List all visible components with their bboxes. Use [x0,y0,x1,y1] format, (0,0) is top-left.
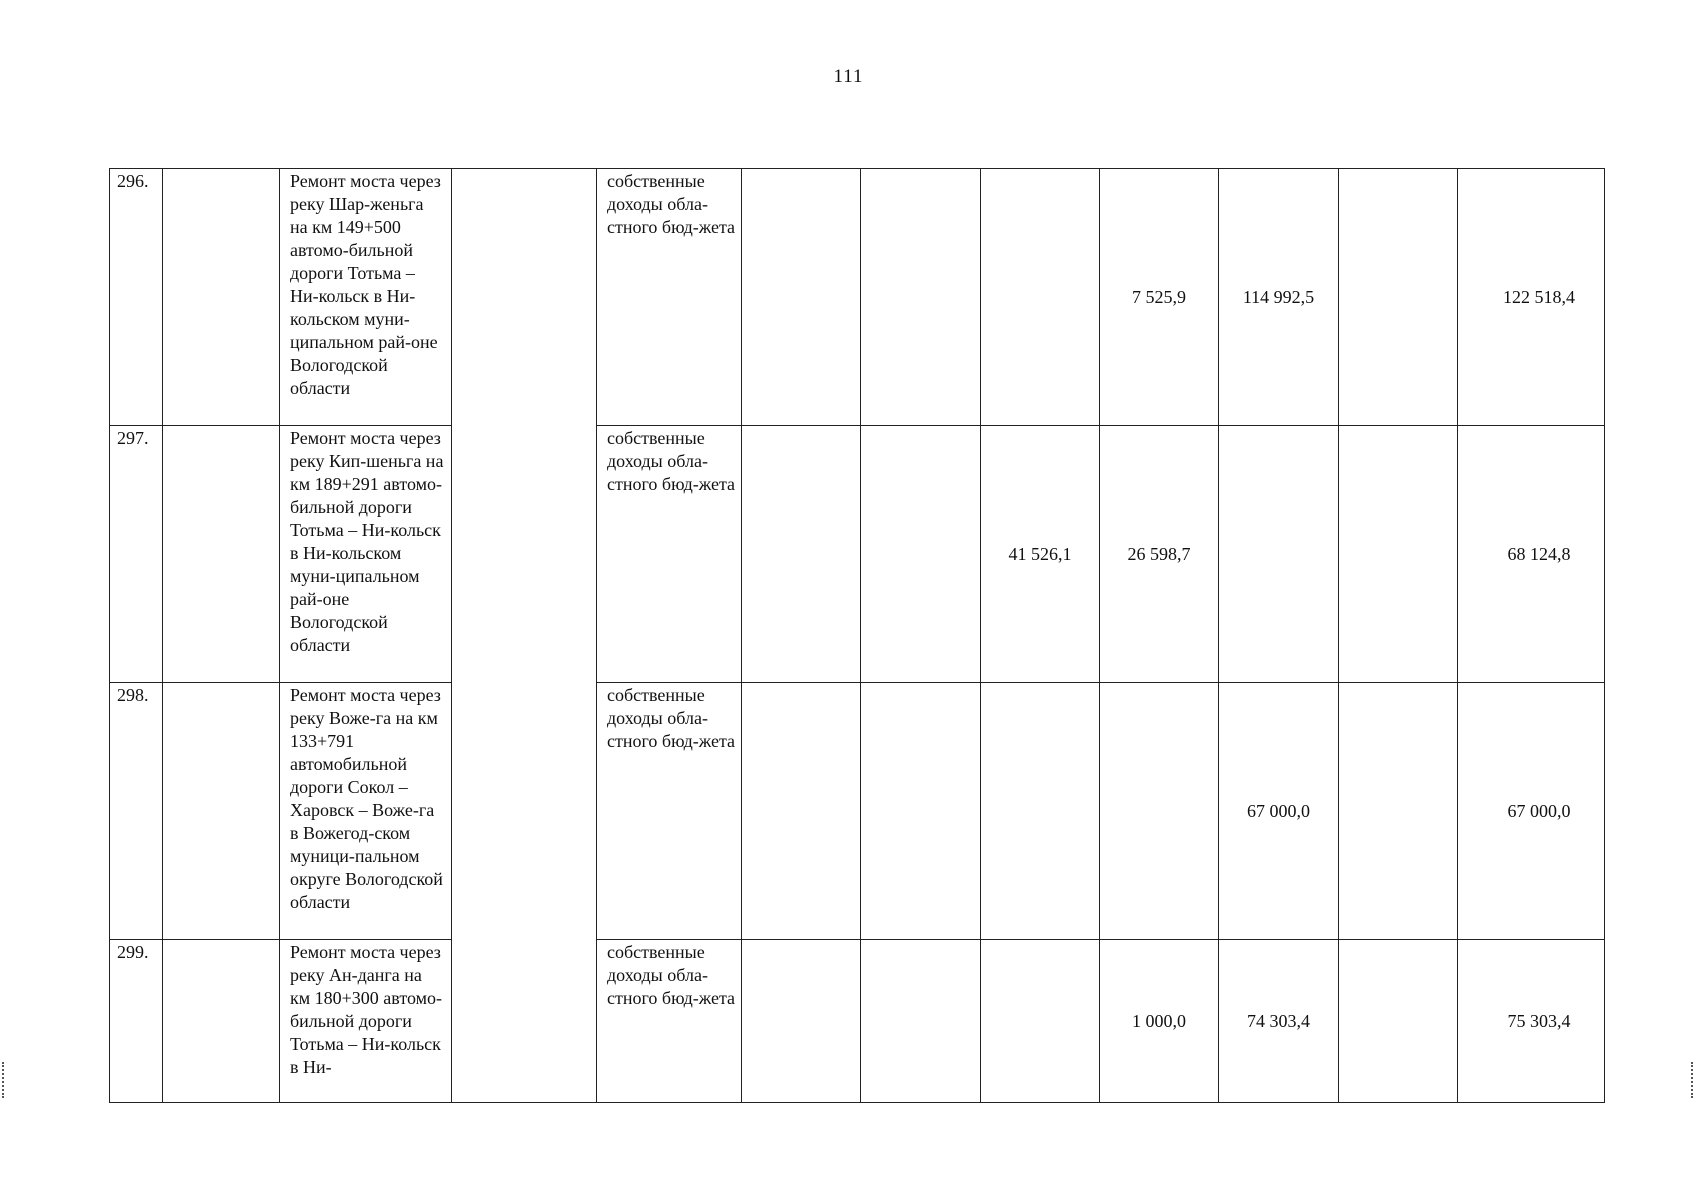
value-cell-4 [1100,683,1219,940]
funding-source-cell: собственные доходы обла-стного бюд-жета [597,940,742,1103]
total-cell: 75 303,4 [1458,940,1605,1103]
value-cell-1 [742,683,861,940]
row-number: 299. [110,940,163,1103]
row-number: 296. [110,169,163,426]
object-name-cell: Ремонт моста через реку Кип-шеньга на км 189+291 автомо-бильной дороги Тотьма – Ни-кольск в Ни-кольском муни-ципальном рай-оне Вологодской области [280,426,452,683]
value-cell-5 [1219,426,1339,683]
value-cell-5: 114 992,5 [1219,169,1339,426]
value-cell-2 [861,683,981,940]
value-cell-3 [981,940,1100,1103]
merged-empty-cell [452,169,597,1103]
value-cell-6 [1339,940,1458,1103]
funding-source-cell: собственные доходы обла-стного бюд-жета [597,169,742,426]
value-cell-2 [861,940,981,1103]
table-row [110,683,1605,940]
value-cell-4: 26 598,7 [1100,426,1219,683]
funding-source-cell: собственные доходы обла-стного бюд-жета [597,683,742,940]
total-cell: 122 518,4 [1458,169,1605,426]
empty-cell [163,426,280,683]
value-cell-4: 7 525,9 [1100,169,1219,426]
page-number: 111 [833,66,864,87]
value-cell-3: 41 526,1 [981,426,1100,683]
table-row [110,426,1605,683]
empty-cell [163,683,280,940]
value-cell-3 [981,683,1100,940]
value-cell-3 [981,169,1100,426]
row-number: 297. [110,426,163,683]
value-cell-5: 67 000,0 [1219,683,1339,940]
total-cell: 68 124,8 [1458,426,1605,683]
budget-table [109,168,1605,1103]
value-cell-2 [861,426,981,683]
value-cell-2 [861,169,981,426]
object-name-cell: Ремонт моста через реку Воже-га на км 133+791 автомобильной дороги Сокол – Харовск – Воже-га в Вожегод-ском муници-пальном округе Вологодской области [280,683,452,940]
left-margin-scan-mark [2,1062,6,1098]
value-cell-1 [742,940,861,1103]
value-cell-1 [742,169,861,426]
object-name-cell: Ремонт моста через реку Шар-женьга на км 149+500 автомо-бильной дороги Тотьма – Ни-кольск в Ни-кольском муни-ципальном рай-оне Вологодской области [280,169,452,426]
row-number: 298. [110,683,163,940]
value-cell-6 [1339,426,1458,683]
value-cell-1 [742,426,861,683]
value-cell-6 [1339,169,1458,426]
empty-cell [163,169,280,426]
empty-cell [163,940,280,1103]
total-cell: 67 000,0 [1458,683,1605,940]
table-row [110,169,1605,426]
value-cell-4: 1 000,0 [1100,940,1219,1103]
table-row [110,940,1605,1103]
value-cell-5: 74 303,4 [1219,940,1339,1103]
value-cell-6 [1339,683,1458,940]
object-name-cell: Ремонт моста через реку Ан-данга на км 180+300 автомо-бильной дороги Тотьма – Ни-кольск в Ни- [280,940,452,1103]
right-margin-scan-mark [1691,1062,1695,1098]
funding-source-cell: собственные доходы обла-стного бюд-жета [597,426,742,683]
